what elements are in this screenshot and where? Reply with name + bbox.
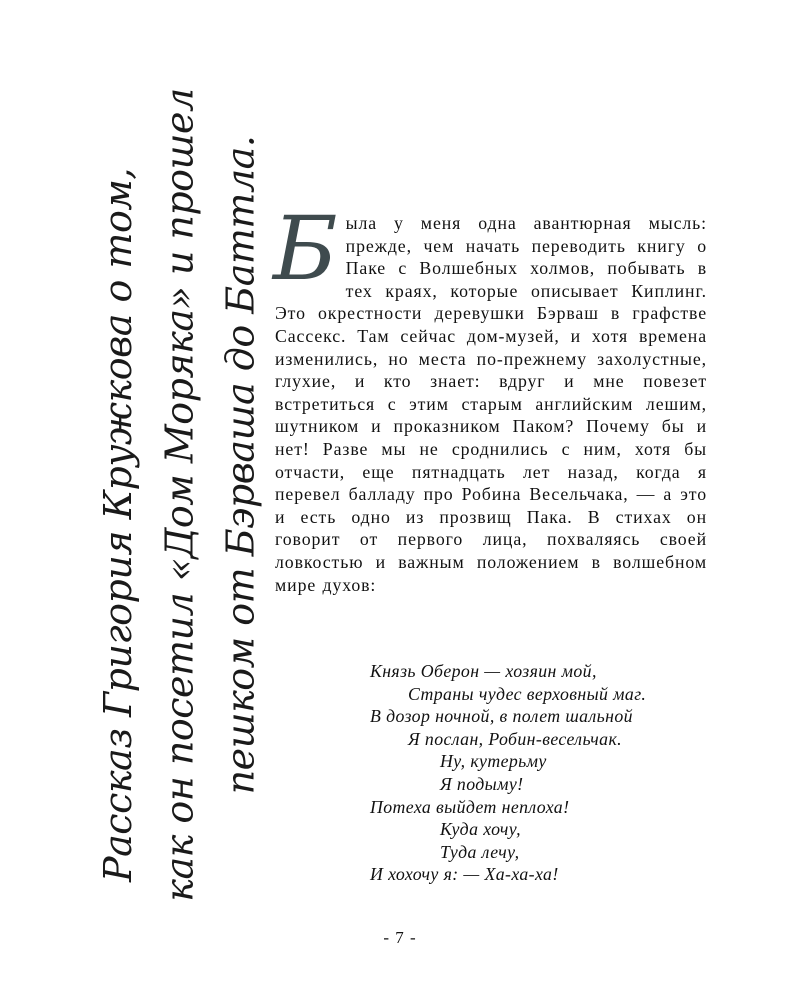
title-line-2-wrap — [150, 88, 210, 902]
poem — [370, 660, 700, 886]
title-line-1: Рассказ Григория Кружкова о том, — [96, 168, 140, 882]
title-line-2: как он посетил «Дом Моряка» и прошел — [158, 88, 203, 902]
article-column — [273, 197, 707, 596]
drop-cap: Б — [273, 197, 338, 300]
poem-line: Страны чудес верховный маг. — [408, 683, 647, 704]
title-line-1-wrap — [88, 168, 148, 882]
poem-line: И хохочу я: — Ха-ха-ха! — [370, 864, 559, 885]
poem-line: Потеха выйдет неплоха! — [370, 796, 570, 817]
article-paragraph: ыла у меня одна авантюрная мысль: прежде, чем начать переводить книгу о Паке с Волшебных холмов, побывать в тех краях, которые описывает Киплинг. Это окрестности деревушки Бэрваш в графстве Сассекс. Там сейчас дом-музей, и хотя времена изменились, но места по-прежнему захолустные, глухие, и кто знает: вдруг и мне повезет встретиться с этим старым английским лешим, шутником и проказником Паком? Почему бы и нет! Разве мы не сроднились с ним, хотя бы отчасти, еще пятнадцать лет назад, когда я перевел балладу про Робина Весельчака, — а это и есть одно из прозвищ Пака. В стихах он говорит от первого лица, похваляясь своей ловкостью и важным положением в волшебном мире духов: — [275, 213, 707, 595]
poem-line: Я подыму! — [440, 773, 524, 794]
poem-line: В дозор ночной, в полет шальной — [370, 706, 633, 727]
title-line-3: пешком от Бэрваша до Баттла. — [218, 135, 263, 795]
poem-line: Я послан, Робин-весельчак. — [408, 728, 623, 749]
poem-line: Туда лечу, — [440, 841, 520, 862]
vertical-title — [88, 88, 268, 902]
poem-line: Куда хочу, — [440, 819, 522, 840]
title-line-3-wrap — [210, 135, 270, 815]
poem-line: Ну, кутерьму — [440, 751, 547, 772]
page-number: - 7 - — [383, 928, 417, 947]
poem-line: Князь Оберон — хозяин мой, — [370, 661, 597, 681]
